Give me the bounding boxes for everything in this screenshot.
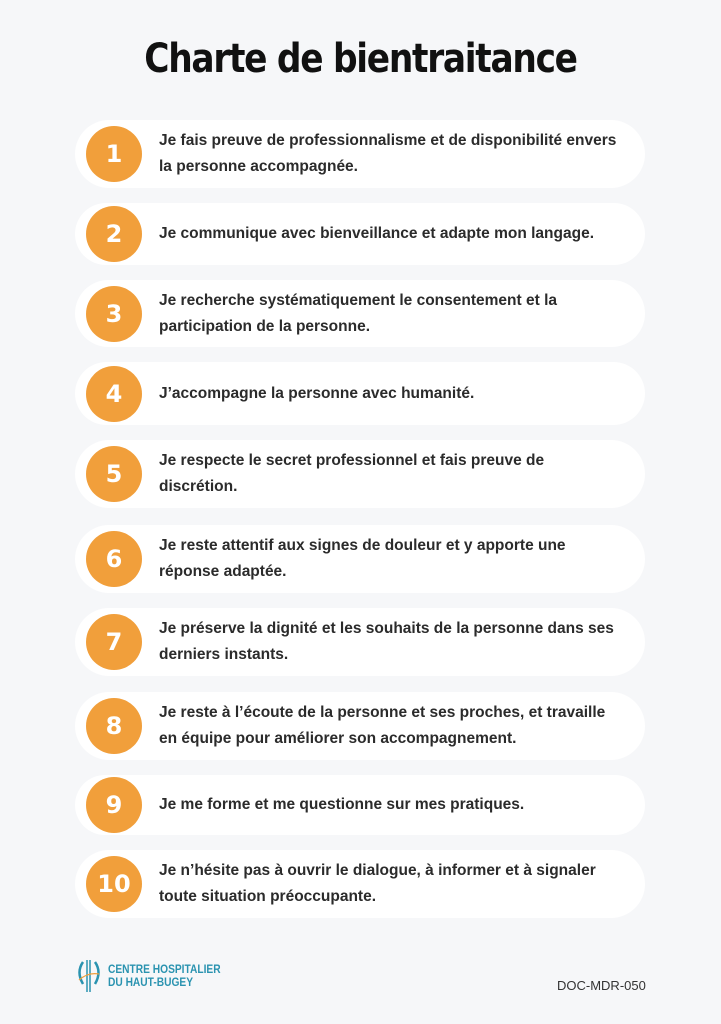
item-text: Je reste à l’écoute de la personne et ses proches, et travaille en équipe pour améliorer son accompagnement. xyxy=(159,704,606,747)
logo-line-1: CENTRE HOSPITALIER xyxy=(108,962,221,976)
item-text: Je communique avec bienveillance et adapte mon langage. xyxy=(159,225,595,242)
item-text: Je reste attentif aux signes de douleur et y apporte une réponse adaptée. xyxy=(159,537,566,580)
charter-item xyxy=(75,120,645,188)
item-number-badge: 3 xyxy=(86,286,142,342)
item-number-badge: 6 xyxy=(86,531,142,587)
hospital-logo-icon xyxy=(76,958,102,994)
item-text: Je recherche systématiquement le consentement et la participation de la personne. xyxy=(159,291,557,335)
charter-item xyxy=(75,362,645,425)
document-reference: DOC-MDR-050 xyxy=(557,978,646,993)
charter-item xyxy=(75,692,645,760)
charter-item xyxy=(75,280,645,347)
item-text: Je fais preuve de professionnalisme et de disponibilité envers la personne accompagnée. xyxy=(159,132,617,175)
charter-item xyxy=(75,775,645,835)
item-text: Je respecte le secret professionnel et fais preuve de discrétion. xyxy=(159,452,545,495)
charter-item xyxy=(75,203,645,265)
item-number-badge: 7 xyxy=(86,614,142,670)
item-text: Je préserve la dignité et les souhaits de la personne dans ses derniers instants. xyxy=(159,620,614,663)
hospital-logo xyxy=(76,958,240,994)
charter-item xyxy=(75,440,645,508)
item-number-badge: 8 xyxy=(86,698,142,754)
item-text: Je n’hésite pas à ouvrir le dialogue, à informer et à signaler toute situation préoccupante. xyxy=(159,862,596,905)
item-number-badge: 9 xyxy=(86,777,142,833)
charter-item xyxy=(75,608,645,676)
item-text: Je me forme et me questionne sur mes pratiques. xyxy=(159,796,525,813)
charter-item xyxy=(75,525,645,593)
charter-item xyxy=(75,850,645,918)
item-number-badge: 10 xyxy=(86,856,142,912)
page-title: Charte de bientraitance xyxy=(144,36,577,82)
item-number-badge: 2 xyxy=(86,206,142,262)
item-text: J’accompagne la personne avec humanité. xyxy=(159,384,475,402)
item-number-badge: 5 xyxy=(86,446,142,502)
item-number-badge: 4 xyxy=(86,366,142,422)
item-number-badge: 1 xyxy=(86,126,142,182)
logo-line-2: DU HAUT-BUGEY xyxy=(108,975,194,989)
